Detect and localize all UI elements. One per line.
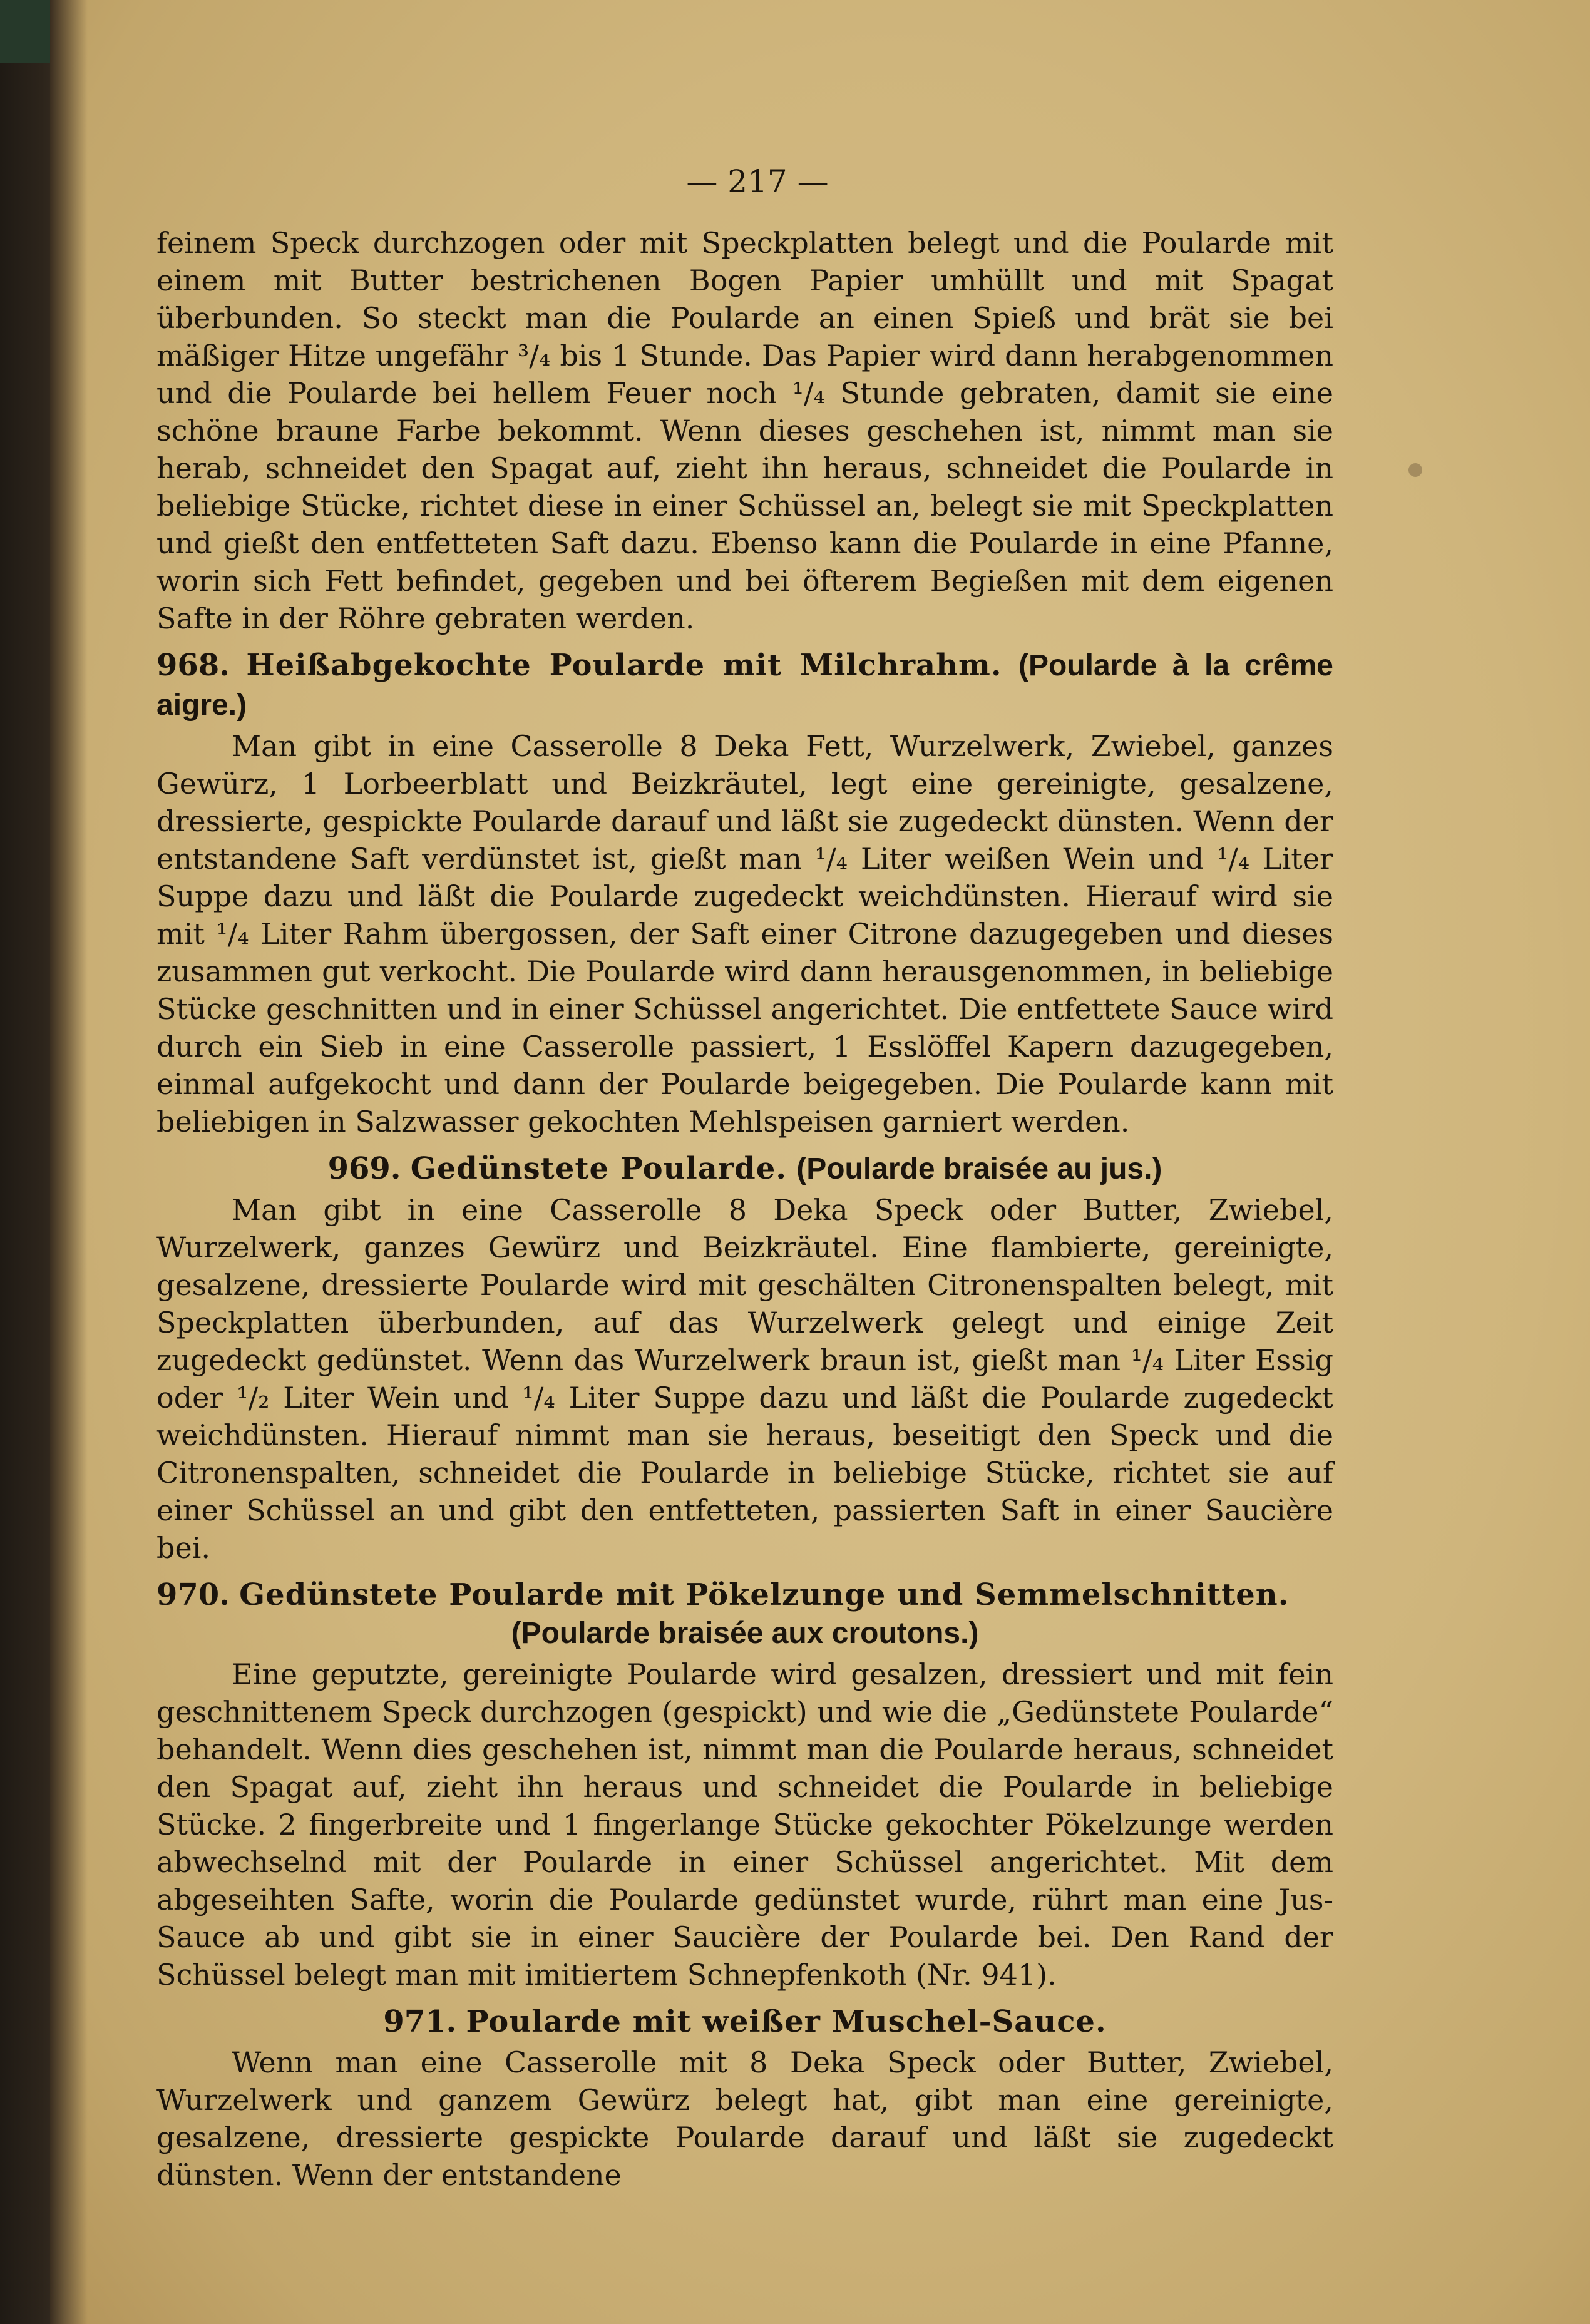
recipe-title-fr: (Poularde braisée au jus.) (796, 1152, 1162, 1185)
page-number: — 217 — (686, 163, 829, 200)
recipe-number: 969. (327, 1151, 401, 1186)
recipe-heading-971 (156, 2002, 1333, 2041)
recipe-text-970: Eine geputzte, gereinigte Poularde wird gesalzen, dressiert und mit fein geschnittenem Speck durchzogen (gespickt) und wie die „Gedünstete Poularde“ behandelt. Wenn dies geschehen ist, nimmt man die Poularde heraus, schneidet den Spagat auf, zieht ihn heraus und schneidet die Poularde in beliebige Stücke. 2 fingerbreite und 1 fingerlange Stücke gekochter Pökelzunge werden abwechselnd mit der Poularde in einer Schüssel angerichtet. Mit dem abgeseihten Safte, worin die Poularde gedünstet wurde, rührt man eine Jus-Sauce ab und gibt sie in einer Saucière der Poularde bei. Den Rand der Schüssel belegt man mit imitiertem Schnepfenkoth (Nr. 941). (156, 1657, 1333, 1992)
recipe-title-de: Poularde mit weißer Muschel-Sauce. (466, 2004, 1107, 2039)
text-block (156, 163, 1333, 2194)
recipe-heading-968 (156, 646, 1333, 725)
recipe-number: 971. (383, 2004, 457, 2039)
recipe-title-de: Gedünstete Poularde. (410, 1151, 787, 1186)
recipe-title-fr: (Poularde braisée aux croutons.) (511, 1617, 979, 1650)
recipe-title-de: Gedünstete Poularde mit Pökelzunge und Semmelschnitten. (239, 1577, 1290, 1612)
recipe-heading-969 (156, 1149, 1333, 1189)
intro-paragraph: feinem Speck durchzogen oder mit Speckplatten belegt und die Poularde mit einem mit Butter bestrichenen Bogen Papier umhüllt und mit Spagat überbunden. So steckt man die Poularde an einen Spieß und brät sie bei mäßiger Hitze ungefähr ³/₄ bis 1 Stunde. Das Papier wird dann herabgenommen und die Poularde bei hellem Feuer noch ¹/₄ Stunde gebraten, damit sie eine schöne braune Farbe bekommt. Wenn dieses geschehen ist, nimmt man sie herab, schneidet den Spagat auf, zieht ihn heraus, schneidet die Poularde in beliebige Stücke, richtet diese in einer Schüssel an, belegt sie mit Speckplatten und gießt den entfetteten Saft dazu. Ebenso kann die Poularde in eine Pfanne, worin sich Fett befindet, gegeben und bei öfterem Begießen mit dem eigenen Safte in der Röhre gebraten werden. (156, 226, 1333, 635)
recipe-number: 970. (156, 1577, 230, 1612)
recipe-text-969: Man gibt in eine Casserolle 8 Deka Speck oder Butter, Zwiebel, Wurzelwerk, ganzes Gewürz und Beizkräutel. Eine flambierte, gereinigte, gesalzene, dressierte Poularde wird mit geschälten Citronenspalten belegt, mit Speckplatten überbunden, auf das Wurzelwerk gelegt und einige Zeit zugedeckt gedünstet. Wenn das Wurzelwerk braun ist, gießt man ¹/₄ Liter Essig oder ¹/₂ Liter Wein und ¹/₄ Liter Suppe dazu und läßt die Poularde zugedeckt weichdünsten. Hierauf nimmt man sie heraus, beseitigt den Speck und die Citronenspalten, schneidet die Poularde in beliebige Stücke, richtet sie auf einer Schüssel an und gibt den entfetteten, passierten Saft in einer Saucière bei. (156, 1193, 1333, 1565)
recipe-heading-970 (156, 1575, 1333, 1653)
recipe-title-fr: (Poularde à la crême aigre.) (156, 649, 1333, 722)
recipe-text-968: Man gibt in eine Casserolle 8 Deka Fett, Wurzelwerk, Zwiebel, ganzes Gewürz, 1 Lorbeerblatt und Beizkräutel, legt eine gereinigte, gesalzene, dressierte, gespickte Poularde darauf und läßt sie zugedeckt dünsten. Wenn der entstandene Saft verdünstet ist, gießt man ¹/₄ Liter weißen Wein und ¹/₄ Liter Suppe dazu und läßt die Poularde zugedeckt weichdünsten. Hierauf wird sie mit ¹/₄ Liter Rahm übergossen, der Saft einer Citrone dazugegeben und dieses zusammen gut verkocht. Die Poularde wird dann herausgenommen, in beliebige Stücke geschnitten und in einer Schüssel angerichtet. Die entfettete Sauce wird durch ein Sieb in eine Casserolle passiert, 1 Esslöffel Kapern dazugegeben, einmal aufgekocht und dann der Poularde beigegeben. Die Poularde kann mit beliebigen in Salzwasser gekochten Mehlspeisen garniert werden. (156, 729, 1334, 1139)
paper-stain (1408, 463, 1422, 477)
recipe-number: 968. (156, 648, 230, 683)
recipe-title-de: Heißabgekochte Poularde mit Milchrahm. (246, 648, 1002, 683)
binding-gutter (50, 0, 88, 2324)
recipe-text-971: Wenn man eine Casserolle mit 8 Deka Speck oder Butter, Zwiebel, Wurzelwerk und ganzem Gewürz belegt hat, gibt man eine gereinigte, gesalzene, dressierte gespickte Poularde darauf und läßt sie zugedeckt dünsten. Wenn der entstandene (156, 2045, 1333, 2192)
